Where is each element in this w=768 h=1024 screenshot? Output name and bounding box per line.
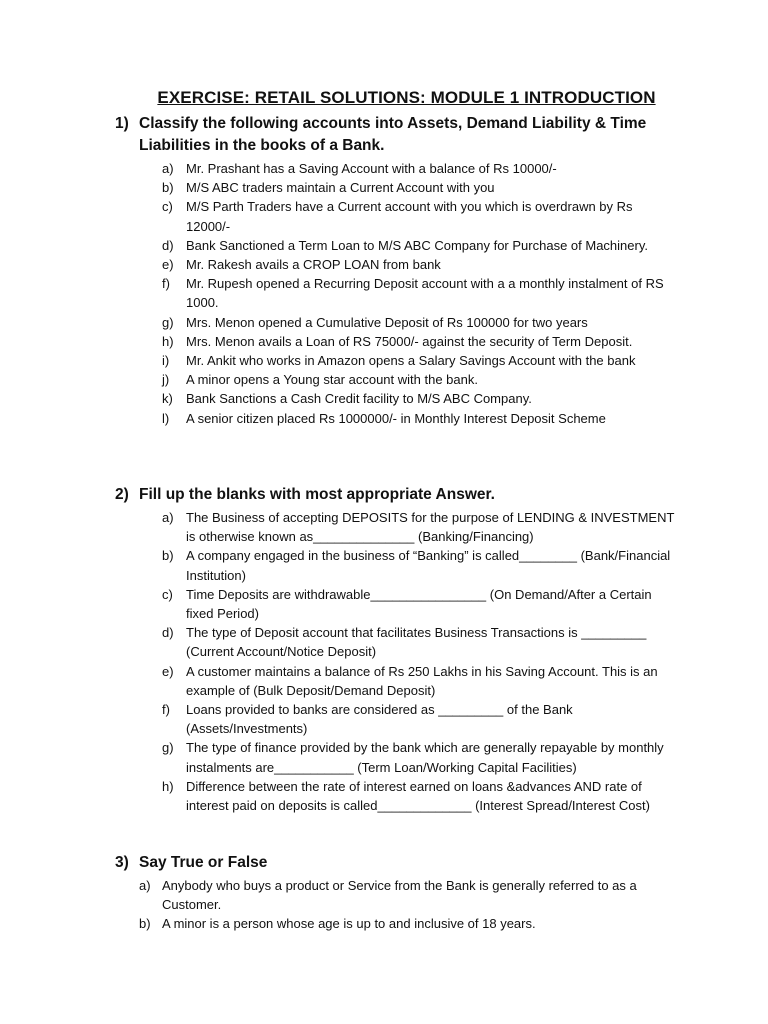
item-text: A company engaged in the business of “Banking” is called________ (Bank/Financial Institution) — [186, 548, 671, 583]
section-heading-text: Say True or False — [139, 854, 268, 871]
item-letter: a) — [162, 510, 174, 525]
item-text: A customer maintains a balance of Rs 250 Lakhs in his Saving Account. This is an example of (Bulk Deposit/Demand Deposit) — [186, 663, 658, 698]
item-text: Mr. Rupesh opened a Recurring Deposit account with a a monthly instalment of RS 1000. — [186, 276, 664, 311]
item-text: Anybody who buys a product or Service from the Bank is generally referred to as a Customer. — [162, 878, 637, 913]
list-item — [0, 332, 768, 351]
list-item — [0, 389, 768, 408]
item-letter: h) — [162, 333, 174, 349]
item-letter: h) — [162, 778, 174, 794]
section-number: 1) — [115, 115, 129, 132]
item-text: A minor opens a Young star account with the bank. — [186, 372, 478, 388]
item-text: M/S ABC traders maintain a Current Account with you — [186, 180, 495, 196]
list-item — [0, 777, 768, 815]
item-text: A minor is a person whose age is up to and inclusive of 18 years. — [162, 916, 536, 932]
item-letter: d) — [162, 237, 174, 253]
item-letter: g) — [162, 740, 174, 756]
item-text: Mr. Prashant has a Saving Account with a balance of Rs 10000/- — [186, 161, 557, 176]
section-number: 2) — [115, 486, 129, 503]
section-heading — [0, 852, 768, 874]
section-number: 3) — [115, 854, 129, 871]
list-item — [0, 738, 768, 776]
question-list — [0, 159, 768, 428]
item-letter: j) — [162, 372, 170, 388]
list-item — [0, 546, 768, 584]
item-letter: f) — [162, 702, 170, 718]
item-text: Mrs. Menon avails a Loan of RS 75000/- against the security of Term Deposit. — [186, 333, 633, 349]
item-text: The type of finance provided by the bank which are generally repayable by monthly instalments are___________ (Term Loan/Working Capital Facilities) — [186, 740, 664, 775]
item-text: The type of Deposit account that facilitates Business Transactions is _________ (Current Account/Notice Deposit) — [186, 625, 647, 660]
item-letter: e) — [162, 257, 174, 273]
item-text: Difference between the rate of interest earned on loans &advances AND rate of interest paid on deposits is called_____________ (Interest Spread/Interest Cost) — [186, 778, 650, 814]
item-letter: c) — [162, 586, 173, 602]
item-letter: c) — [162, 199, 173, 215]
list-item — [0, 178, 768, 197]
section-classify — [0, 113, 768, 428]
item-letter: a) — [162, 161, 174, 176]
item-text: Loans provided to banks are considered as _________ of the Bank (Assets/Investments) — [186, 702, 573, 737]
item-letter: i) — [162, 353, 170, 369]
list-item — [0, 255, 768, 274]
item-text: A senior citizen placed Rs 1000000/- in Monthly Interest Deposit Scheme — [186, 410, 606, 426]
list-item — [0, 159, 768, 178]
list-item — [0, 274, 768, 312]
item-letter: k) — [162, 391, 173, 407]
section-fill-blanks — [0, 484, 768, 815]
list-item — [0, 585, 768, 623]
list-item — [0, 662, 768, 700]
item-letter: b) — [162, 548, 174, 564]
list-item — [0, 508, 768, 546]
item-letter: g) — [162, 314, 174, 330]
section-heading-text: Fill up the blanks with most appropriate Answer. — [139, 486, 495, 503]
section-heading-text: Classify the following accounts into Assets, Demand Liability & Time Liabilities in the books of a Bank. — [139, 115, 647, 154]
list-item — [0, 876, 768, 914]
item-text: Mrs. Menon opened a Cumulative Deposit of Rs 100000 for two years — [186, 314, 588, 330]
item-text: Time Deposits are withdrawable________________ (On Demand/After a Certain fixed Period) — [186, 586, 652, 622]
item-letter: f) — [162, 276, 170, 292]
section-heading — [0, 484, 768, 506]
section-true-false — [0, 852, 768, 934]
item-letter: b) — [139, 916, 151, 932]
section-heading — [0, 113, 768, 157]
list-item — [0, 313, 768, 332]
list-item — [0, 236, 768, 255]
question-list — [0, 876, 768, 934]
item-letter: b) — [162, 180, 174, 196]
list-item — [0, 409, 768, 428]
list-item — [0, 700, 768, 738]
list-item — [0, 914, 768, 933]
list-item — [0, 197, 768, 235]
item-text: M/S Parth Traders have a Current account with you which is overdrawn by Rs 12000/- — [186, 199, 633, 234]
item-letter: l) — [162, 410, 170, 426]
item-text: Bank Sanctions a Cash Credit facility to M/S ABC Company. — [186, 391, 532, 407]
item-text: Bank Sanctioned a Term Loan to M/S ABC Company for Purchase of Machinery. — [186, 237, 648, 253]
item-letter: e) — [162, 663, 174, 679]
question-list — [0, 508, 768, 815]
list-item — [0, 351, 768, 370]
page-title: EXERCISE: RETAIL SOLUTIONS: MODULE 1 INTRODUCTION — [157, 88, 656, 107]
item-text: The Business of accepting DEPOSITS for the purpose of LENDING & INVESTMENT is otherwise known as______________ (Banking/Financing) — [186, 510, 675, 545]
item-letter: a) — [139, 878, 151, 893]
item-text: Mr. Ankit who works in Amazon opens a Salary Savings Account with the bank — [186, 353, 636, 369]
item-text: Mr. Rakesh avails a CROP LOAN from bank — [186, 257, 441, 273]
item-letter: d) — [162, 625, 174, 641]
list-item — [0, 623, 768, 661]
list-item — [0, 370, 768, 389]
